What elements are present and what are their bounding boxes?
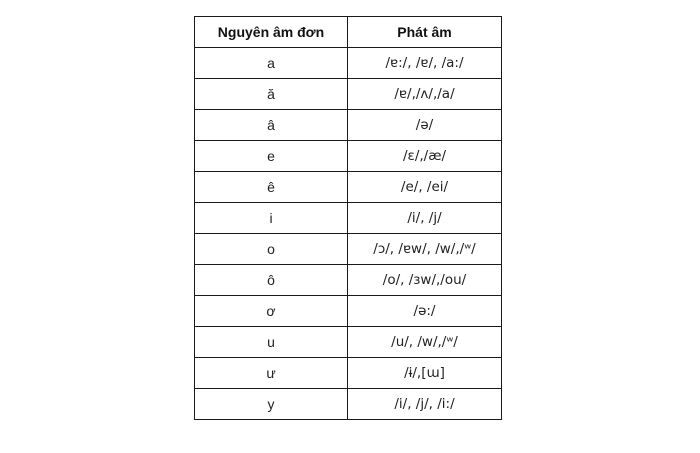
vowel-cell: ô [195,265,348,296]
vowel-cell: o [195,234,348,265]
vowel-cell: u [195,327,348,358]
vowel-cell: ê [195,172,348,203]
column-header-vowel: Nguyên âm đơn [195,17,348,48]
table-row [195,358,502,389]
pronunciation-cell: /ɐ:/, /ɐ/, /a:/ [348,48,502,79]
table-row [195,265,502,296]
table-row [195,141,502,172]
pronunciation-cell: /o/, /ɜw/,/ou/ [348,265,502,296]
table-row [195,48,502,79]
table-row [195,389,502,420]
table-row [195,203,502,234]
vowel-cell: ă [195,79,348,110]
vowel-cell: a [195,48,348,79]
pronunciation-cell: /ɨ/,[ɯ] [348,358,502,389]
pronunciation-cell: /ɐ/,/ʌ/,/a/ [348,79,502,110]
pronunciation-cell: /ə/ [348,110,502,141]
pronunciation-cell: /i/, /j/, /i:/ [348,389,502,420]
vowel-cell: ơ [195,296,348,327]
table-row [195,110,502,141]
vowel-pronunciation-table [194,16,502,420]
table-row [195,79,502,110]
vowel-cell: e [195,141,348,172]
pronunciation-cell: /ə:/ [348,296,502,327]
vowel-cell: y [195,389,348,420]
table-row [195,234,502,265]
table-row [195,172,502,203]
pronunciation-cell: /e/, /ei/ [348,172,502,203]
column-header-pronunciation: Phát âm [348,17,502,48]
pronunciation-cell: /ɔ/, /ɐw/, /w/,/ʷ/ [348,234,502,265]
vowel-cell: ư [195,358,348,389]
table-row [195,327,502,358]
table-header-row [195,17,502,48]
table-row [195,296,502,327]
pronunciation-cell: /i/, /j/ [348,203,502,234]
pronunciation-cell: /u/, /w/,/ʷ/ [348,327,502,358]
pronunciation-cell: /ɛ/,/æ/ [348,141,502,172]
vowel-cell: i [195,203,348,234]
vowel-cell: â [195,110,348,141]
